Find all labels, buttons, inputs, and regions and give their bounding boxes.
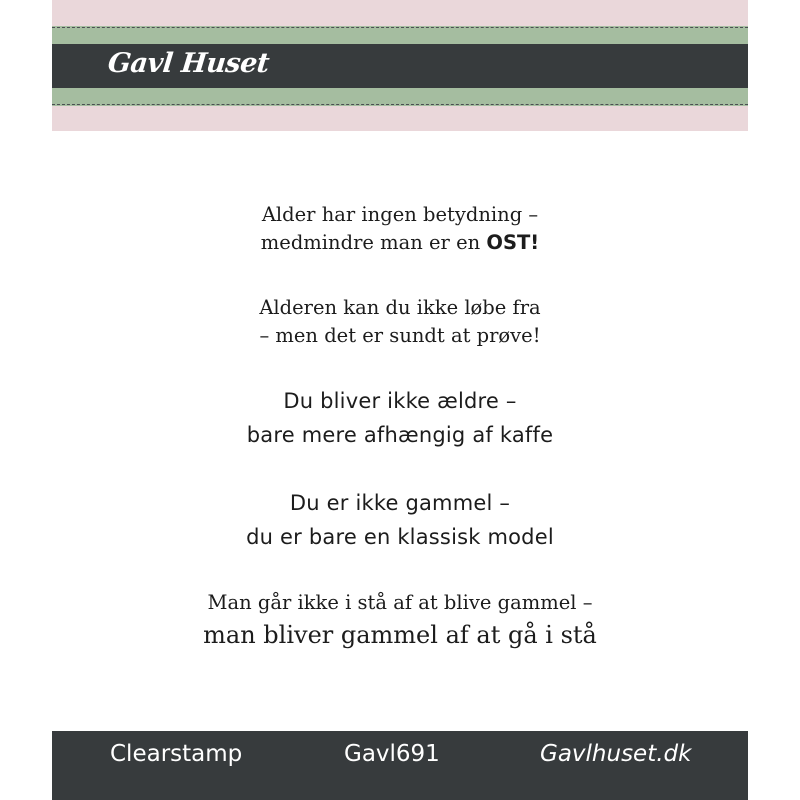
quote-2-line-2: – men det er sundt at prøve! [259, 324, 541, 347]
header-band [52, 0, 748, 131]
quote-1 [52, 201, 748, 257]
quote-4-line-1: Du er ikke gammel – [289, 491, 511, 515]
header-dashed-line-top [52, 27, 748, 28]
footer-product-type: Clearstamp [110, 741, 243, 767]
quote-2 [52, 294, 748, 350]
quote-5-line-1: Man går ikke i stå af at blive gammel – [207, 591, 593, 614]
product-card [52, 0, 748, 800]
footer-website: Gavlhuset.dk [540, 741, 692, 767]
quote-1-emphasis: OST! [486, 231, 540, 254]
header-pink-stripe-top [52, 0, 748, 26]
quote-4 [52, 486, 748, 554]
quote-1-line-1: Alder har ingen betydning – [261, 203, 539, 226]
quote-3-line-1: Du bliver ikke ældre – [283, 389, 517, 413]
header-pink-stripe-bottom [52, 106, 748, 131]
quote-4-line-2: du er bare en klassisk model [246, 525, 554, 549]
footer-product-code: Gavl691 [344, 741, 440, 767]
quote-3 [52, 384, 748, 452]
quote-3-line-2: bare mere afhængig af kaffe [246, 423, 554, 447]
quote-2-line-1: Alderen kan du ikke løbe fra [259, 296, 541, 319]
quote-5-line-2: man bliver gammel af at gå i stå [203, 621, 597, 649]
header-green-stripe-top [52, 26, 748, 44]
header-dashed-line-bottom [52, 104, 748, 105]
quote-5 [52, 589, 748, 653]
quote-1-line-2 [52, 229, 748, 257]
brand-logo: Gavl Huset [106, 48, 271, 79]
footer-band [52, 731, 748, 800]
quote-1-line-2-text: medmindre man er en [260, 231, 487, 254]
